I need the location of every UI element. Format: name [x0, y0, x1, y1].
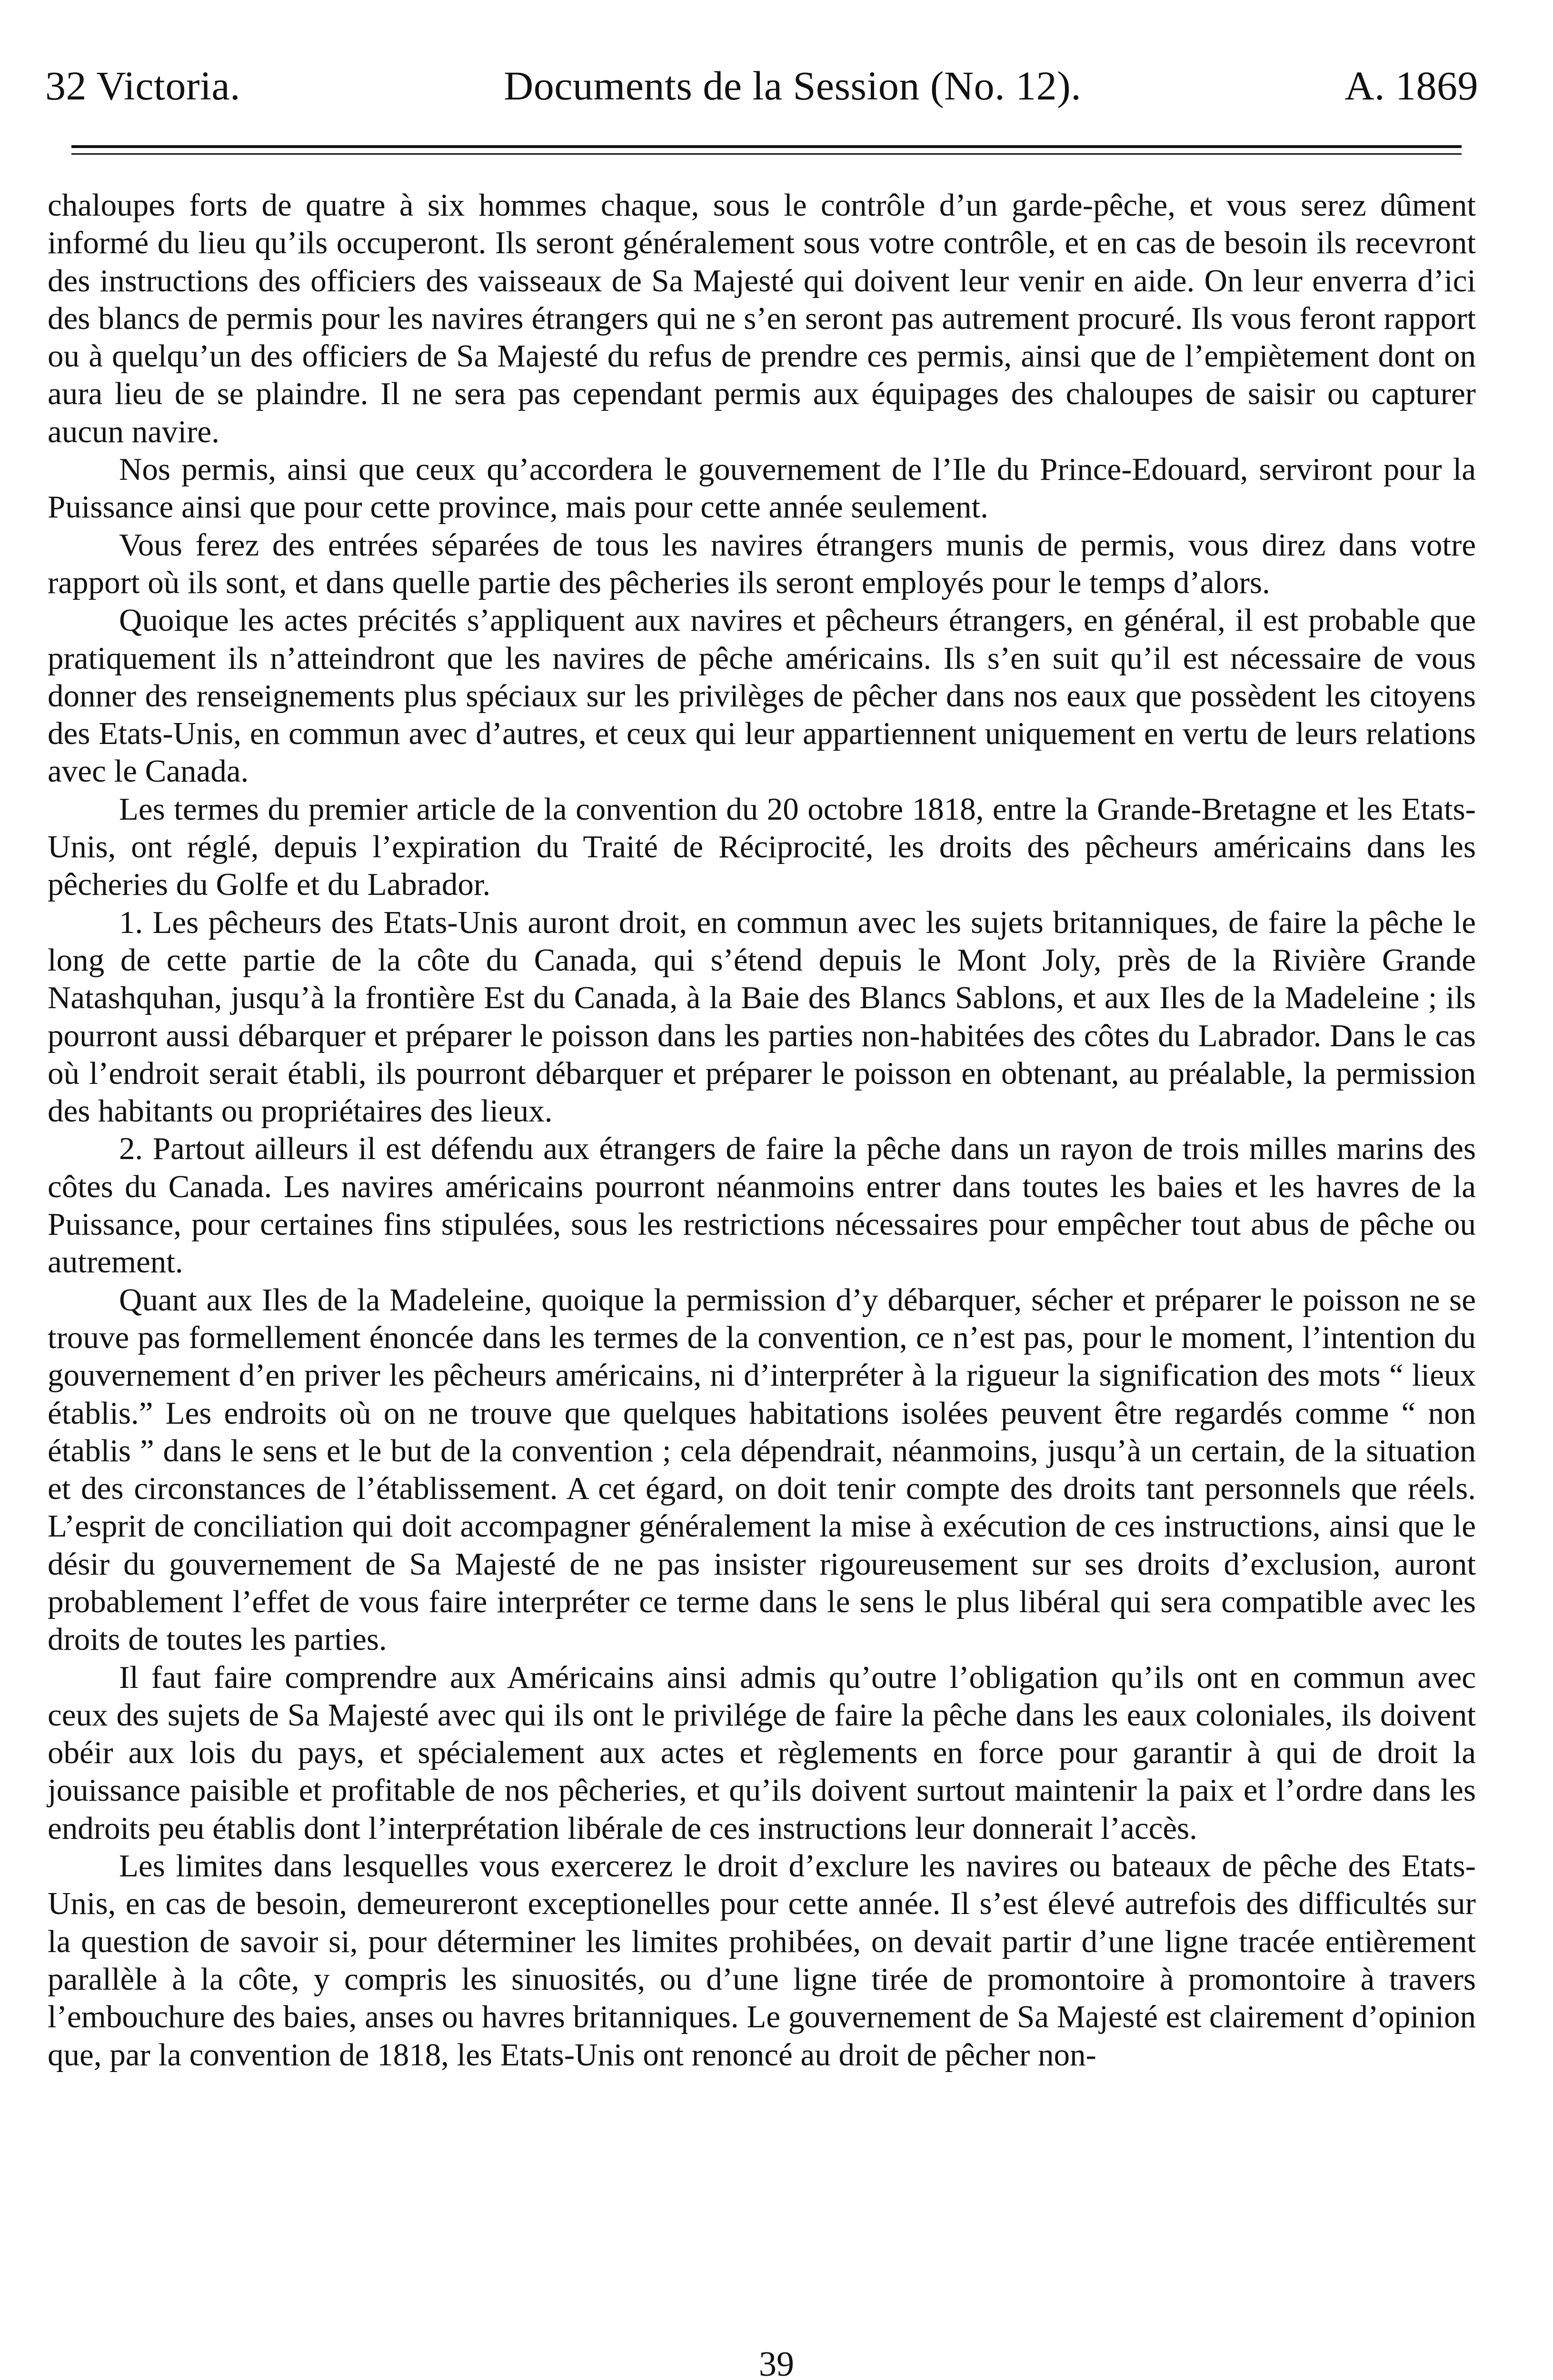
paragraph: Vous ferez des entrées séparées de tous les navires étrangers munis de permis, vous direz dans votre rapport où ils sont, et dans quelle partie des pêcheries ils seront employés pour le temps d’alors.: [48, 527, 1476, 600]
paragraph-numbered-1: 1. Les pêcheurs des Etats-Unis auront droit, en commun avec les sujets britanniques, de faire la pêche le long de cette partie de la côte du Canada, qui s’étend depuis le Mont Joly, près de la Rivière Grande Natashquhan, jusqu’à la frontière Est du Canada, à la Baie des Blancs Sablons, et aux Iles de la Madeleine ; ils pourront aussi débarquer et préparer le poisson dans les parties non-habitées des côtes du Labrador. Dans le cas où l’endroit serait établi, ils pourront débarquer et préparer le poisson en obtenant, au préalable, la permission des habitants ou propriétaires des lieux.: [48, 904, 1476, 1129]
running-header: [45, 57, 1478, 114]
header-title: Documents de la Session (No. 12).: [504, 63, 1082, 109]
paragraph: Nos permis, ainsi que ceux qu’accordera le gouvernement de l’Ile du Prince-Edouard, serviront pour la Puissance ainsi que pour cette province, mais pour cette année seulement.: [48, 452, 1476, 525]
paragraph: Quoique les actes précités s’appliquent aux navires et pêcheurs étrangers, en général, il est probable que pratiquement ils n’atteindront que les navires de pêche américains. Ils s’en suit qu’il est nécessaire de vous donner des renseignements plus spéciaux sur les privilèges de pêcher dans nos eaux que possèdent les citoyens des Etats-Unis, en commun avec d’autres, et ceux qui leur appartiennent uniquement en vertu de leurs relations avec le Canada.: [48, 603, 1476, 789]
paragraph: Quant aux Iles de la Madeleine, quoique la permission d’y débarquer, sécher et préparer le poisson ne se trouve pas formellement énoncée dans les termes de la convention, ce n’est pas, pour le moment, l’intention du gouvernement d’en priver les pêcheurs américains, ni d’interpréter à la rigueur la signification des mots “ lieux établis.” Les endroits où on ne trouve que quelques habitations isolées peuvent être regardés comme “ non établis ” dans le sens et le but de la convention ; cela dépendrait, néanmoins, jusqu’à un certain, de la situation et des circonstances de l’établissement. A cet égard, on doit tenir compte des droits tant personnels que réels. L’esprit de conciliation qui doit accompagner généralement la mise à exécution de ces instructions, ainsi que le désir du gouvernement de Sa Majesté de ne pas insister rigoureusement sur ses droits d’exclusion, auront probablement l’effet de vous faire interpréter ce terme dans le sens le plus libéral qui sera compatible avec les droits de toutes les parties.: [48, 1282, 1476, 1657]
paragraph-continuation: chaloupes forts de quatre à six hommes chaque, sous le contrôle d’un garde-pêche, et vous serez dûment informé du lieu qu’ils occuperont. Ils seront généralement sous votre contrôle, et en cas de besoin ils recevront des instructions des officiers des vaisseaux de Sa Majesté qui doivent leur venir en aide. On leur enverra d’ici des blancs de permis pour les navires étrangers qui ne s’en seront pas autrement procuré. Ils vous feront rapport ou à quelqu’un des officiers de Sa Majesté du refus de prendre ces permis, ainsi que de l’empiètement dont on aura lieu de se plaindre. Il ne sera pas cependant permis aux équipages des chaloupes de saisir ou capturer aucun navire.: [48, 188, 1476, 449]
header-year: A. 1869: [1344, 63, 1478, 109]
paragraph: Il faut faire comprendre aux Américains ainsi admis qu’outre l’obligation qu’ils ont en commun avec ceux des sujets de Sa Majesté avec qui ils ont le privilége de faire la pêche dans les eaux coloniales, ils doivent obéir aux lois du pays, et spécialement aux actes et règlements en force pour garantir à qui de droit la jouissance paisible et profitable de nos pêcheries, et qu’ils doivent surtout maintenir la paix et l’ordre dans les endroits peu établis dont l’interprétation libérale de ces instructions leur donnerait l’accès.: [48, 1659, 1476, 1846]
header-regnal-year: 32 Victoria.: [45, 63, 241, 109]
paragraph: Les termes du premier article de la convention du 20 octobre 1818, entre la Grande-Bretagne et les Etats-Unis, ont réglé, depuis l’expiration du Traité de Réciprocité, les droits des pêcheurs américains dans les pêcheries du Golfe et du Labrador.: [48, 791, 1476, 902]
body-text: [48, 187, 1476, 2074]
paragraph-numbered-2: 2. Partout ailleurs il est défendu aux étrangers de faire la pêche dans un rayon de trois milles marins des côtes du Canada. Les navires américains pourront néanmoins entrer dans toutes les baies et les havres de la Puissance, pour certaines fins stipulées, sous les restrictions nécessaires pour empêcher tout abus de pêche ou autrement.: [48, 1131, 1476, 1280]
page-number: 39: [759, 2345, 794, 2380]
paragraph: Les limites dans lesquelles vous exercerez le droit d’exclure les navires ou bateaux de pêche des Etats-Unis, en cas de besoin, demeureront exceptionelles pour cette année. Il s’est élevé autrefois des difficultés sur la question de savoir si, pour déterminer les limites prohibées, on devait partir d’une ligne tracée entièrement parallèle à la côte, y compris les sinuosités, ou d’une ligne tirée de promontoire à promontoire à travers l’embouchure des baies, anses ou havres britanniques. Le gouvernement de Sa Majesté est clairement d’opinion que, par la convention de 1818, les Etats-Unis ont renoncé au droit de pêcher non-: [48, 1848, 1476, 2073]
header-rule-thick: [71, 145, 1462, 148]
header-rule-thin: [71, 153, 1462, 155]
